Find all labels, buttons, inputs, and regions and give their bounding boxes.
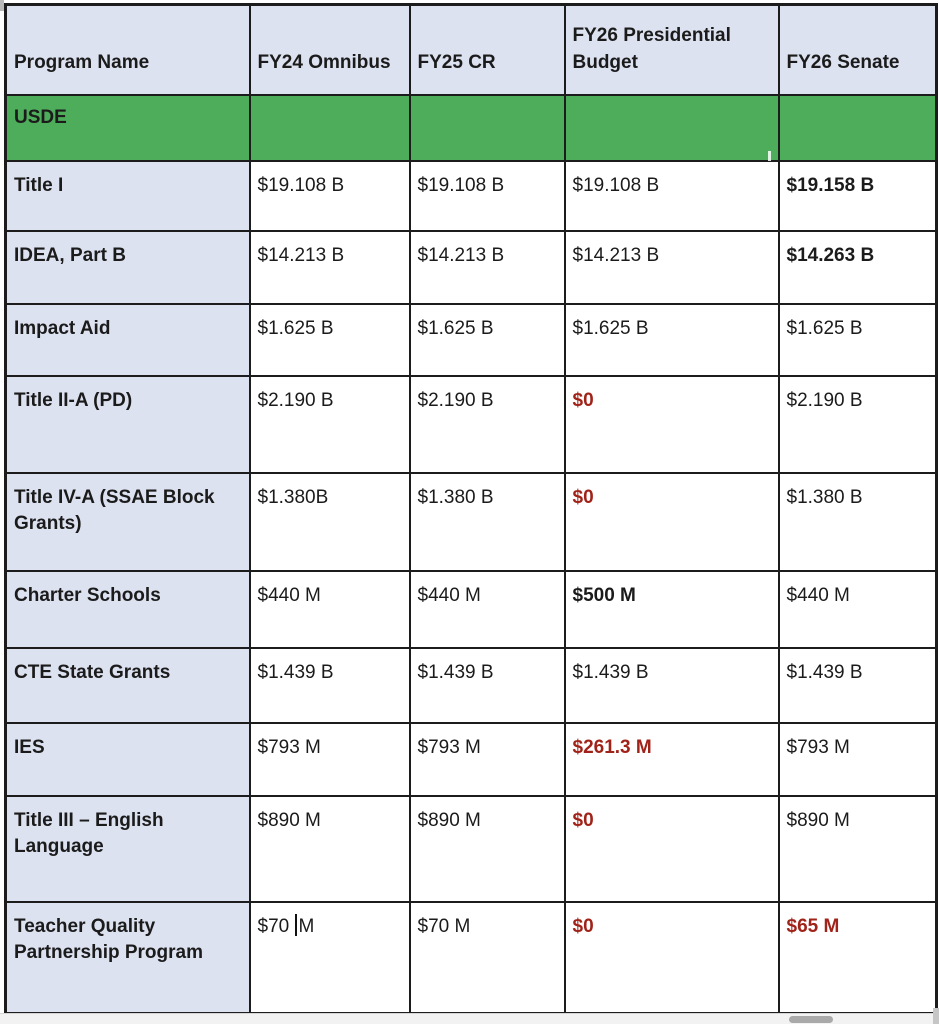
value-cell[interactable]: $261.3 M — [565, 723, 779, 796]
section-cell-empty[interactable] — [779, 95, 937, 161]
value-cell[interactable]: $0 — [565, 902, 779, 1014]
value-cell[interactable]: $19.108 B — [250, 161, 410, 231]
table-row-teacher-quality-partnership-program — [6, 902, 937, 1014]
section-row-usde — [6, 95, 937, 161]
value-cell[interactable]: $70 M — [410, 902, 565, 1014]
column-header-fy26-presidential-budget[interactable]: FY26 Presidential Budget — [565, 5, 779, 95]
program-name-cell[interactable]: CTE State Grants — [6, 648, 250, 723]
value-text: M — [298, 915, 315, 937]
value-cell[interactable]: $14.213 B — [250, 231, 410, 304]
column-header-fy26-senate[interactable]: FY26 Senate — [779, 5, 937, 95]
value-cell[interactable]: $1.380 B — [410, 473, 565, 571]
program-name-cell[interactable]: Charter Schools — [6, 571, 250, 648]
table-row-title-iii-english-language — [6, 796, 937, 902]
scrollbar-corner — [933, 1008, 939, 1024]
table-row-title-i — [6, 161, 937, 231]
table-row-idea-part-b — [6, 231, 937, 304]
value-cell[interactable]: $1.625 B — [779, 304, 937, 376]
header-row — [6, 5, 937, 95]
program-name-cell[interactable]: Title III – English Language — [6, 796, 250, 902]
section-cell-empty[interactable] — [410, 95, 565, 161]
value-cell[interactable] — [250, 902, 410, 1014]
value-cell[interactable]: $793 M — [779, 723, 937, 796]
table-row-title-ii-a-pd — [6, 376, 937, 473]
value-cell[interactable]: $440 M — [410, 571, 565, 648]
section-label[interactable]: USDE — [6, 95, 250, 161]
budget-table — [4, 3, 938, 1015]
value-cell[interactable]: $793 M — [410, 723, 565, 796]
column-header-fy25-cr[interactable]: FY25 CR — [410, 5, 565, 95]
program-name-cell[interactable]: Impact Aid — [6, 304, 250, 376]
program-name-cell[interactable]: Title II-A (PD) — [6, 376, 250, 473]
value-cell[interactable]: $1.439 B — [565, 648, 779, 723]
value-cell[interactable]: $440 M — [250, 571, 410, 648]
value-text: $70 — [257, 915, 295, 937]
section-cell-empty[interactable] — [565, 95, 779, 161]
value-cell[interactable]: $19.108 B — [565, 161, 779, 231]
value-cell[interactable]: $19.108 B — [410, 161, 565, 231]
table-row-cte-state-grants — [6, 648, 937, 723]
value-cell[interactable]: $1.625 B — [250, 304, 410, 376]
column-header-program-name[interactable]: Program Name — [6, 5, 250, 95]
table-row-charter-schools — [6, 571, 937, 648]
value-cell[interactable]: $1.625 B — [565, 304, 779, 376]
value-cell[interactable]: $890 M — [250, 796, 410, 902]
value-cell[interactable]: $0 — [565, 796, 779, 902]
value-cell[interactable]: $1.380 B — [779, 473, 937, 571]
value-cell[interactable]: $2.190 B — [250, 376, 410, 473]
value-cell[interactable]: $14.213 B — [565, 231, 779, 304]
program-name-cell[interactable]: IES — [6, 723, 250, 796]
program-name-cell[interactable]: Title I — [6, 161, 250, 231]
value-cell[interactable]: $1.439 B — [410, 648, 565, 723]
value-cell[interactable]: $0 — [565, 473, 779, 571]
horizontal-scrollbar[interactable] — [0, 1013, 939, 1024]
value-cell[interactable]: $1.439 B — [779, 648, 937, 723]
value-cell[interactable]: $500 M — [565, 571, 779, 648]
value-cell[interactable]: $1.439 B — [250, 648, 410, 723]
value-cell[interactable]: $890 M — [779, 796, 937, 902]
value-cell[interactable]: $19.158 B — [779, 161, 937, 231]
value-cell[interactable]: $440 M — [779, 571, 937, 648]
program-name-cell[interactable]: Teacher Quality Partnership Program — [6, 902, 250, 1014]
value-cell[interactable]: $0 — [565, 376, 779, 473]
value-cell[interactable]: $793 M — [250, 723, 410, 796]
scrollbar-thumb[interactable] — [789, 1016, 833, 1023]
program-name-cell[interactable]: Title IV-A (SSAE Block Grants) — [6, 473, 250, 571]
value-cell[interactable]: $1.625 B — [410, 304, 565, 376]
value-cell[interactable]: $1.380B — [250, 473, 410, 571]
section-cell-empty[interactable] — [250, 95, 410, 161]
column-header-fy24-omnibus[interactable]: FY24 Omnibus — [250, 5, 410, 95]
table-row-title-iv-a-ssae-block-grants — [6, 473, 937, 571]
program-name-cell[interactable]: IDEA, Part B — [6, 231, 250, 304]
value-cell[interactable]: $14.213 B — [410, 231, 565, 304]
value-cell[interactable]: $2.190 B — [779, 376, 937, 473]
value-cell[interactable]: $65 M — [779, 902, 937, 1014]
value-cell[interactable]: $2.190 B — [410, 376, 565, 473]
value-cell[interactable]: $890 M — [410, 796, 565, 902]
table-row-impact-aid — [6, 304, 937, 376]
table-row-ies — [6, 723, 937, 796]
cell-border-artifact — [768, 151, 771, 161]
value-cell[interactable]: $14.263 B — [779, 231, 937, 304]
